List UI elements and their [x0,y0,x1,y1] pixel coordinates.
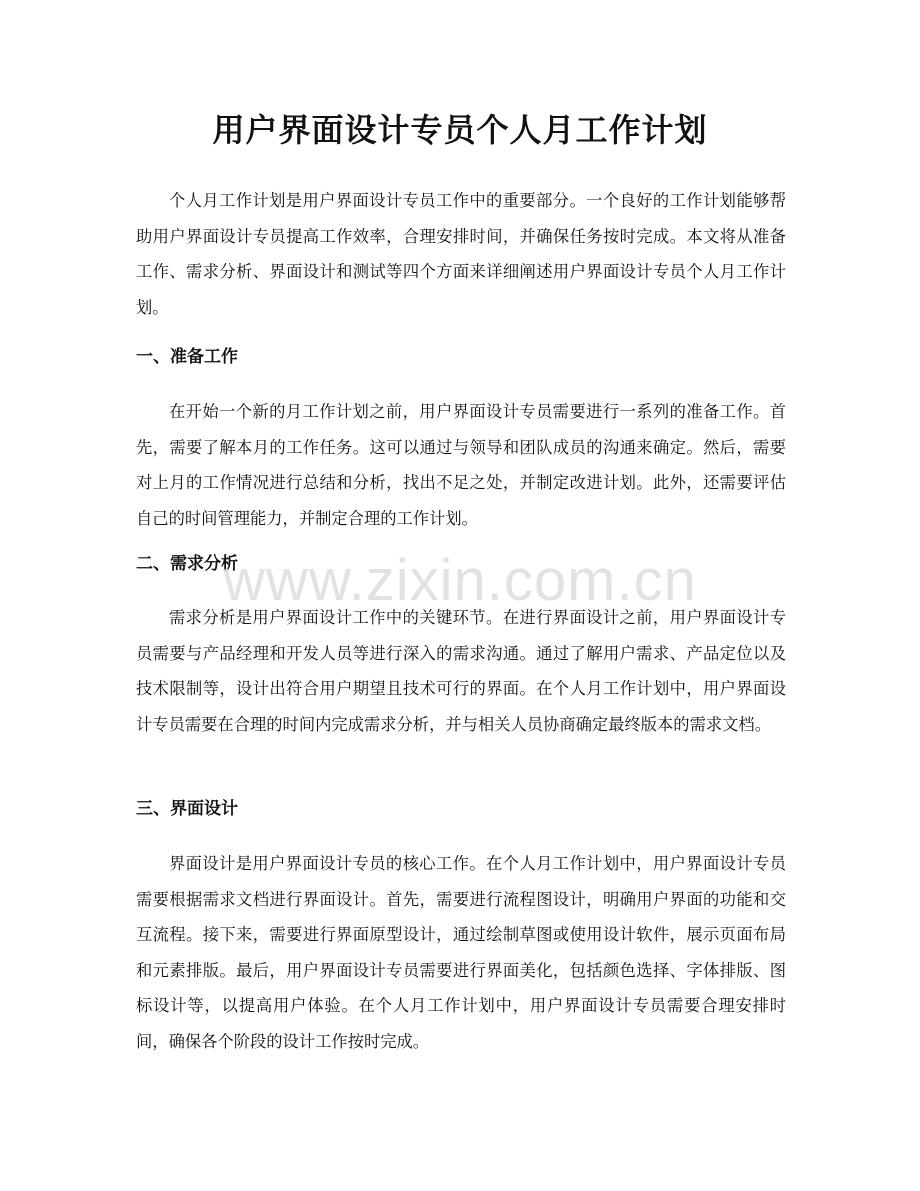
watermark: www.zixin.com.cn [223,548,697,613]
section-body-interface-design: 界面设计是用户界面设计专员的核心工作。在个人月工作计划中，用户界面设计专员需要根据需求文档进行界面设计。首先，需要进行流程图设计，明确用户界面的功能和交互流程。接下来，需要进行界面原型设计，通过绘制草图或使用设计软件，展示页面布局和元素排版。最后，用户界面设计专员需要进行界面美化，包括颜色选择、字体排版、图标设计等，以提高用户体验。在个人月工作计划中，用户界面设计专员需要合理安排时间，确保各个阶段的设计工作按时完成。 [136,854,786,1051]
section-heading-preparation: 一、准备工作 [136,347,238,367]
document-title: 用户界面设计专员个人月工作计划 [212,111,708,149]
section-body-requirements: 需求分析是用户界面设计工作中的关键环节。在进行界面设计之前，用户界面设计专员需要与产品经理和开发人员等进行深入的需求沟通。通过了解用户需求、产品定位以及技术限制等，设计出符合用户期望且技术可行的界面。在个人月工作计划中，用户界面设计专员需要在合理的时间内完成需求分析，并与相关人员协商确定最终版本的需求文档。 [136,608,786,734]
section-heading-interface-design: 三、界面设计 [136,799,238,819]
intro-paragraph: 个人月工作计划是用户界面设计专员工作中的重要部分。一个良好的工作计划能够帮助用户界面设计专员提高工作效率，合理安排时间，并确保任务按时完成。本文将从准备工作、需求分析、界面设计和测试等四个方面来详细阐述用户界面设计专员个人月工作计划。 [136,191,786,317]
section-body-preparation: 在开始一个新的月工作计划之前，用户界面设计专员需要进行一系列的准备工作。首先，需要了解本月的工作任务。这可以通过与领导和团队成员的沟通来确定。然后，需要对上月的工作情况进行总结和分析，找出不足之处，并制定改进计划。此外，还需要评估自己的时间管理能力，并制定合理的工作计划。 [136,402,786,528]
section-heading-requirements: 二、需求分析 [136,554,238,574]
